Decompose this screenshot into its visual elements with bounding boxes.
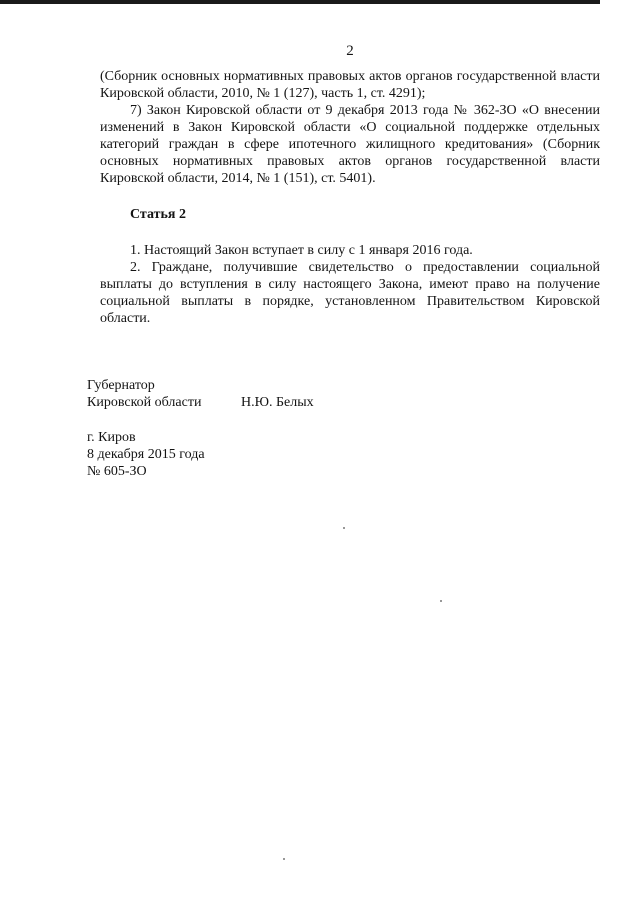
signature-name: Н.Ю. Белых [241,395,314,410]
intro-section [100,68,600,187]
footer-city: г. Киров [87,430,136,445]
article-heading: Статья 2 [130,207,186,222]
scan-speck [283,858,285,860]
article-paragraph-2: 2. Граждане, получившие свидетельство о предоставлении социальной выплаты до вступления в силу настоящего Закона, имеют право на получение социальной выплаты в порядке, установленном Правительством Кировской области. [100,260,600,326]
scan-speck [440,600,442,602]
intro-paragraph-2: 7) Закон Кировской области от 9 декабря 2013 года № 362-ЗО «О внесении изменений в Закон Кировской области «О социальной поддержке отдельных категорий граждан в сфере ипотечного жилищного кредитования» (Сборник основных нормативных правовых актов органов государственной власти Кировской области, 2014, № 1 (151), ст. 5401). [100,103,600,186]
page-number: 2 [346,43,354,59]
article-paragraph-1: 1. Настоящий Закон вступает в силу с 1 января 2016 года. [130,243,473,258]
signature-title-line-1: Губернатор [87,378,155,393]
signature-title [87,377,201,411]
article-body [100,242,600,327]
scan-speck [343,527,345,529]
signature-title-line-2: Кировской области [87,395,202,410]
footer-number: № 605-ЗО [87,464,147,479]
footer-date: 8 декабря 2015 года [87,447,205,462]
intro-paragraph-1: (Сборник основных нормативных правовых актов органов государственной власти Кировской области, 2010, № 1 (127), часть 1, ст. 4291); [100,69,600,101]
scan-top-edge [0,0,600,4]
footer-block [87,429,205,480]
